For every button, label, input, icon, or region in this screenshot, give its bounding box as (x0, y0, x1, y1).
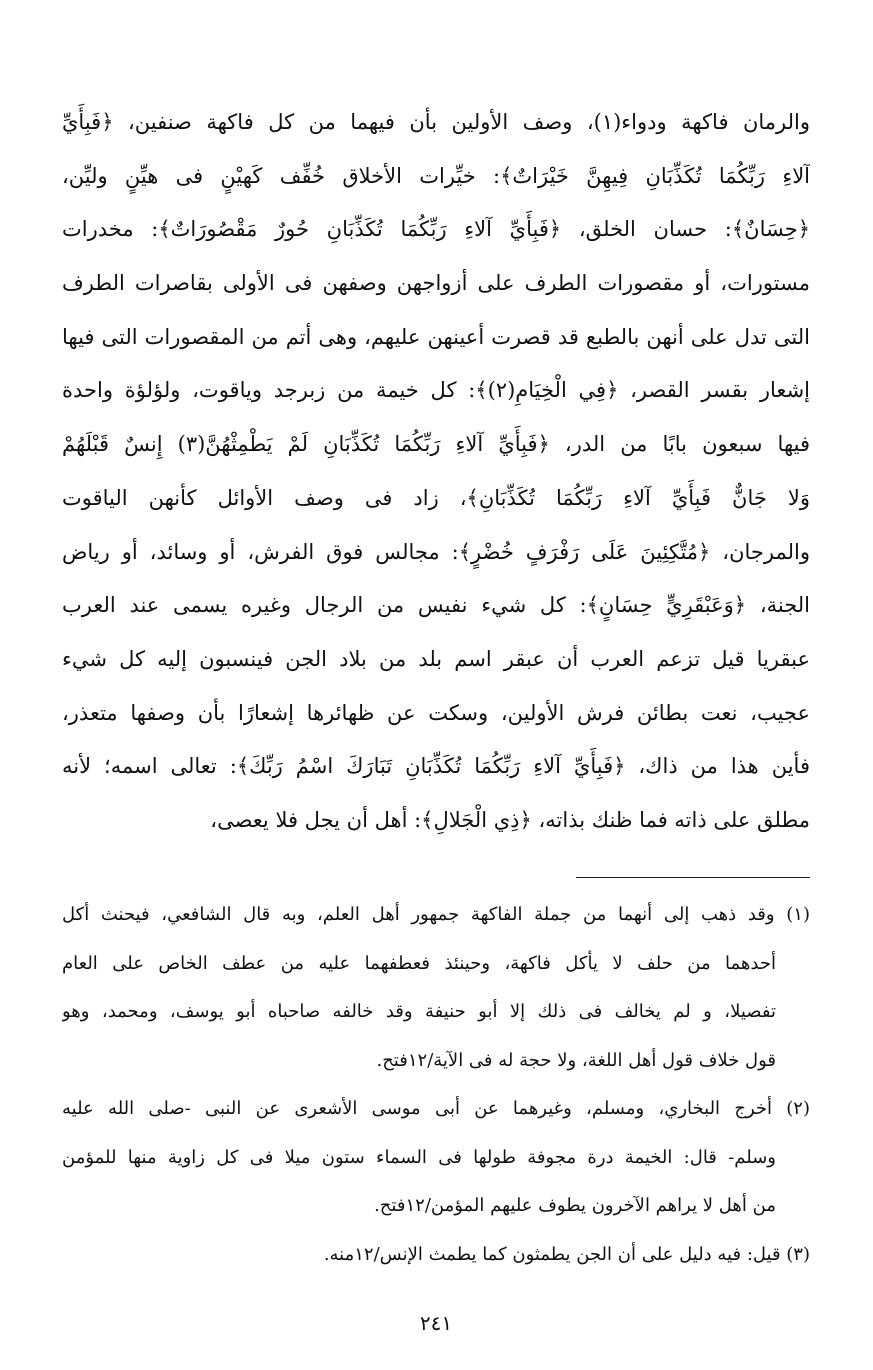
text-line: آلاءِ رَبِّكُمَا تُكَذِّبَانِ فِيهِنَّ خَيْرَاتٌ﴾: خيِّرات الأخلاق خُفِّف كَهيْنٍ فى هيِّنٍ وليِّن، (62, 163, 810, 188)
footnote-line: (١) وقد ذهب إلى أنهما من جملة الفاكهة جمهور أهل العلم، وبه قال الشافعي، فيحنث أكل (62, 904, 810, 925)
footnote-line: وسلم- قال: الخيمة درة مجوفة طولها فى السماء ستون ميلا فى كل زاوية منها للمؤمن (62, 1146, 776, 1168)
text-line: فيها سبعون بابًا من الدر، ﴿فَبِأَيِّ آلاءِ رَبِّكُمَا تُكَذِّبَانِ لَمْ يَطْمِثْهُنَّ(٣) إِنسٌ قَبْلَهُمْ (62, 432, 810, 457)
footnote-line: أحدهما من حلف لا يأكل فاكهة، وحينئذ فعطفهما عليه من عطف الخاص على العام (62, 952, 776, 974)
footnotes (62, 891, 810, 1279)
footnote-line: (٣) قيل: فيه دليل على أن الجن يطمثون كما يطمث الإنس/١٢منه. (323, 1243, 810, 1265)
text-line: والرمان فاكهة ودواء(١)، وصف الأولين بأن فيهما من كل فاكهة صنفين، ﴿فَبِأَيِّ (62, 110, 810, 134)
page-number: ٢٤١ (419, 1311, 453, 1335)
text-line: عجيب، نعت بطائن فرش الأولين، وسكت عن ظهائرها إشعارًا بأن وصفها متعذر، (62, 700, 810, 725)
footnote-line: تفصيلا، و لم يخالف فى ذلك إلا أبو حنيفة وقد خالفه صاحباه أبو يوسف، ومحمد، وهو (62, 1001, 776, 1022)
text-line: وَلا جَانٌّ فَبِأَيِّ آلاءِ رَبِّكُمَا تُكَذِّبَانِ﴾، زاد فى وصف الأوائل كأنهن الياقوت (62, 485, 810, 510)
text-line: الجنة، ﴿وَعَبْقَرِيٍّ حِسَانٍ﴾: كل شيء نفيس من الرجال وغيره يسمى عند العرب (62, 593, 810, 618)
footnote-line: من أهل لا يراهم الآخرون يطوف عليهم المؤمن/١٢فتح. (374, 1195, 776, 1216)
text-line: إشعار بقسر القصر، ﴿فِي الْخِيَامِ(٢)﴾: كل خيمة من زبرجد وياقوت، ولؤلؤة واحدة (62, 378, 810, 403)
footnote-divider (576, 877, 810, 878)
text-line: ﴿حِسَانٌ﴾: حسان الخلق، ﴿فَبِأَيِّ آلاءِ رَبِّكُمَا تُكَذِّبَانِ حُورٌ مَقْصُورَاتٌ﴾: مخدرات (62, 217, 810, 242)
footnote-line: (٢) أخرج البخاري، ومسلم، وغيرهما عن أبى موسى الأشعرى عن النبى -صلى الله عليه (62, 1098, 810, 1119)
text-line: فأين هذا من ذاك، ﴿فَبِأَيِّ آلاءِ رَبِّكُمَا تُكَذِّبَانِ تَبَارَكَ اسْمُ رَبِّكَ﴾: تعالى اسمه؛ لأنه (62, 754, 810, 779)
footnote-line: قول خلاف قول أهل اللغة، ولا حجة له فى الآية/١٢فتح. (376, 1049, 776, 1071)
main-text (62, 96, 810, 848)
text-line: التى تدل على أنهن بالطبع قد قصرت أعينهن عليهم، وهى أتم من المقصورات التى فيها (62, 324, 810, 349)
text-line: مطلق على ذاته فما ظنك بذاته، ﴿ذِي الْجَلالِ﴾: أهل أن يجل فلا يعصى، (210, 807, 810, 832)
text-line: مستورات، أو مقصورات الطرف على أزواجهن وصفهن فى الأولى بقاصرات الطرف (62, 271, 810, 296)
text-line: عبقريا قيل تزعم العرب أن عبقر اسم بلد من بلاد الجن فينسبون إليه كل شيء (62, 646, 810, 671)
text-line: والمرجان، ﴿مُتَّكِئِينَ عَلَى رَفْرَفٍ خُضْرٍ﴾: مجالس فوق الفرش، أو وسائد، أو رياض (62, 539, 810, 564)
